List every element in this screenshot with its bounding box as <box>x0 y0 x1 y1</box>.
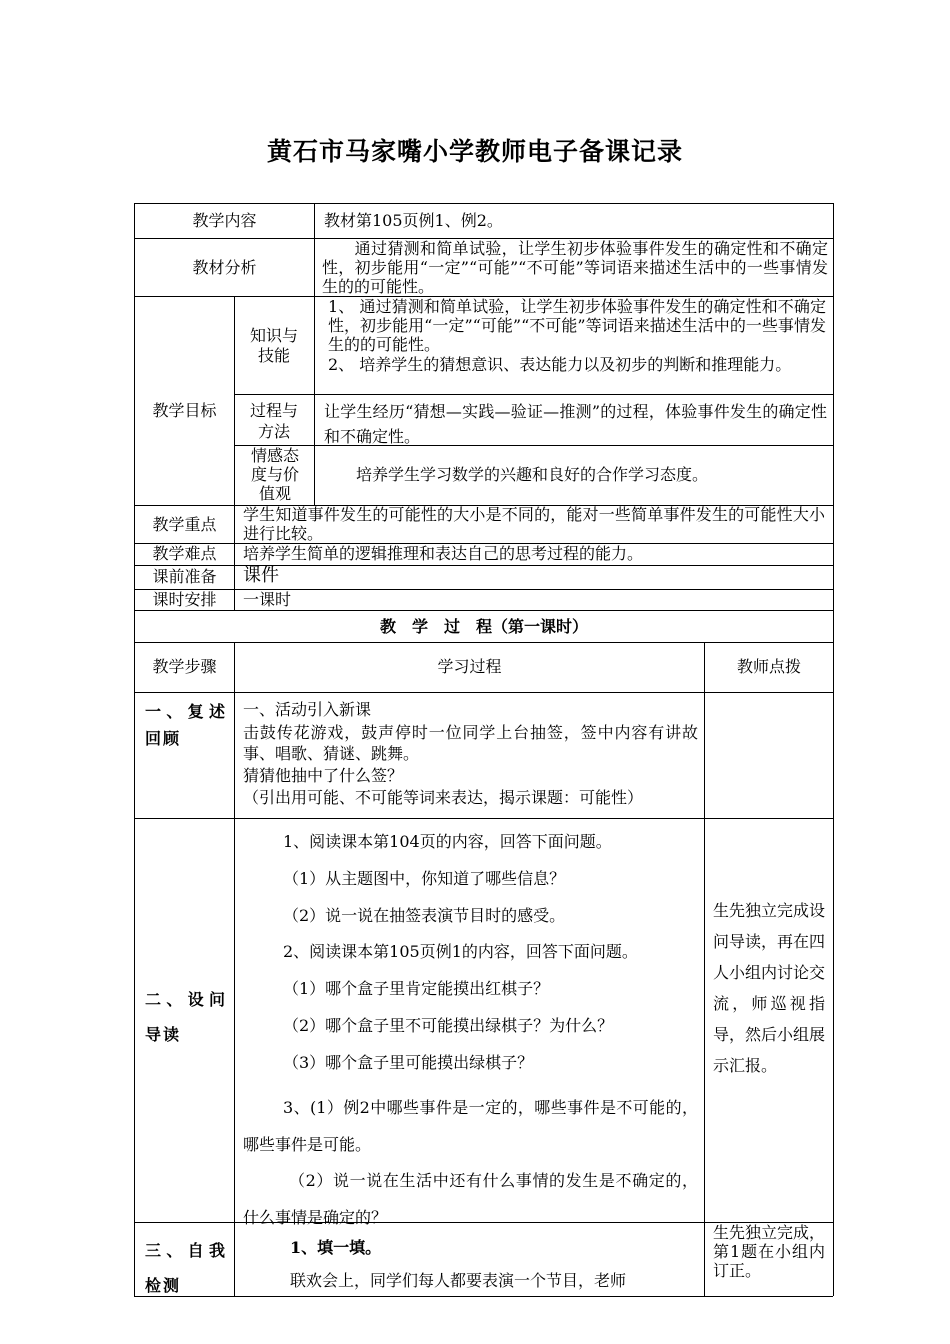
step-line: 一、活动引入新课 <box>243 700 372 719</box>
label-preparation: 课前准备 <box>152 567 217 586</box>
step-name: 一、复述回顾 <box>145 702 227 748</box>
label-content: 教学内容 <box>192 211 257 230</box>
value-analysis: 通过猜测和简单试验，让学生初步体验事件发生的确定性和不确定性，初步能用“一定”“可能”“不可能”等词语来描述生活中的一些事情发生的的可能性。 <box>322 239 828 296</box>
step-line: （引出用可能、不可能等词来表达，揭示课题：可能性） <box>243 788 644 807</box>
value-content: 教材第105页例1、例2。 <box>324 211 503 230</box>
step-line: 1、阅读课本第104页的内容，回答下面问题。 <box>283 832 612 851</box>
step-name: 二、设问导读 <box>145 990 227 1044</box>
teacher-note: 生先独立完成设问导读，再在四人小组内讨论交流，师巡视指导，然后小组展示汇报。 <box>713 901 826 1075</box>
value-preparation: 课件 <box>243 565 279 586</box>
step-line: （3）哪个盒子里可能摸出绿棋子？ <box>283 1053 534 1072</box>
value-key-point: 学生知道事件发生的可能性的大小是不同的，能对一些简单事件发生的可能性大小进行比较。 <box>243 505 825 543</box>
label-schedule: 课时安排 <box>152 590 217 609</box>
value-difficulty: 培养学生简单的逻辑推理和表达自己的思考过程的能力。 <box>243 544 644 563</box>
step-name: 三、自我检测 <box>145 1241 227 1295</box>
value-schedule: 一课时 <box>243 590 292 609</box>
step-line: 1、填一填。 <box>290 1238 382 1257</box>
value-knowledge-1: 1、 通过猜测和简单试验，让学生初步体验事件发生的确定性和不确定性，初步能用“一定”“可能”“不可能”等词语来描述生活中的一些事情发生的的可能性。 <box>328 297 826 354</box>
step-line: （1）哪个盒子里肯定能摸出红棋子？ <box>283 979 550 998</box>
step-line: （2）说一说在抽签表演节目时的感受。 <box>283 906 566 925</box>
process-heading: 教 学 过 程（第一课时） <box>379 617 588 636</box>
label-goals: 教学目标 <box>152 401 217 420</box>
step-line: （1）从主题图中，你知道了哪些信息？ <box>283 869 566 888</box>
step-line: （2）哪个盒子里不可能摸出绿棋子？为什么？ <box>283 1016 614 1035</box>
step-line: 2、阅读课本第105页例1的内容，回答下面问题。 <box>283 942 638 961</box>
label-key-point: 教学重点 <box>152 515 217 534</box>
step-line: 猜猜他抽中了什么签？ <box>243 766 404 785</box>
teacher-note: 生先独立完成，第1题在小组内订正。 <box>713 1223 826 1280</box>
label-difficulty: 教学难点 <box>152 544 217 563</box>
label-analysis: 教材分析 <box>192 258 257 277</box>
value-attitude: 培养学生学习数学的兴趣和良好的合作学习态度。 <box>324 465 709 484</box>
step-line: 击鼓传花游戏，鼓声停时一位同学上台抽签，签中内容有讲故事、唱歌、猜谜、跳舞。 <box>243 723 698 763</box>
step-line: （2）说一说在生活中还有什么事情的发生是不确定的，什么事情是确定的？ <box>243 1171 698 1227</box>
value-process-method: 让学生经历“猜想—实践—验证—推测”的过程，体验事件发生的确定性和不确定性。 <box>324 402 827 446</box>
label-attitude: 情感态度与价值观 <box>250 446 299 503</box>
value-knowledge-2: 2、 培养学生的猜想意识、表达能力以及初步的判断和推理能力。 <box>328 355 792 374</box>
step-line: 3、(1）例2中哪些事件是一定的，哪些事件是不可能的，哪些事件是可能。 <box>243 1098 698 1154</box>
col-header-step: 教学步骤 <box>152 657 217 676</box>
col-header-teacher: 教师点拨 <box>736 657 801 676</box>
label-knowledge: 知识与技能 <box>249 326 298 365</box>
page-title: 黄石市马家嘴小学教师电子备课记录 <box>266 137 683 166</box>
col-header-process: 学习过程 <box>437 657 502 676</box>
step-line: 联欢会上，同学们每人都要表演一个节目，老师 <box>290 1271 627 1290</box>
label-process-method: 过程与方法 <box>249 401 298 441</box>
